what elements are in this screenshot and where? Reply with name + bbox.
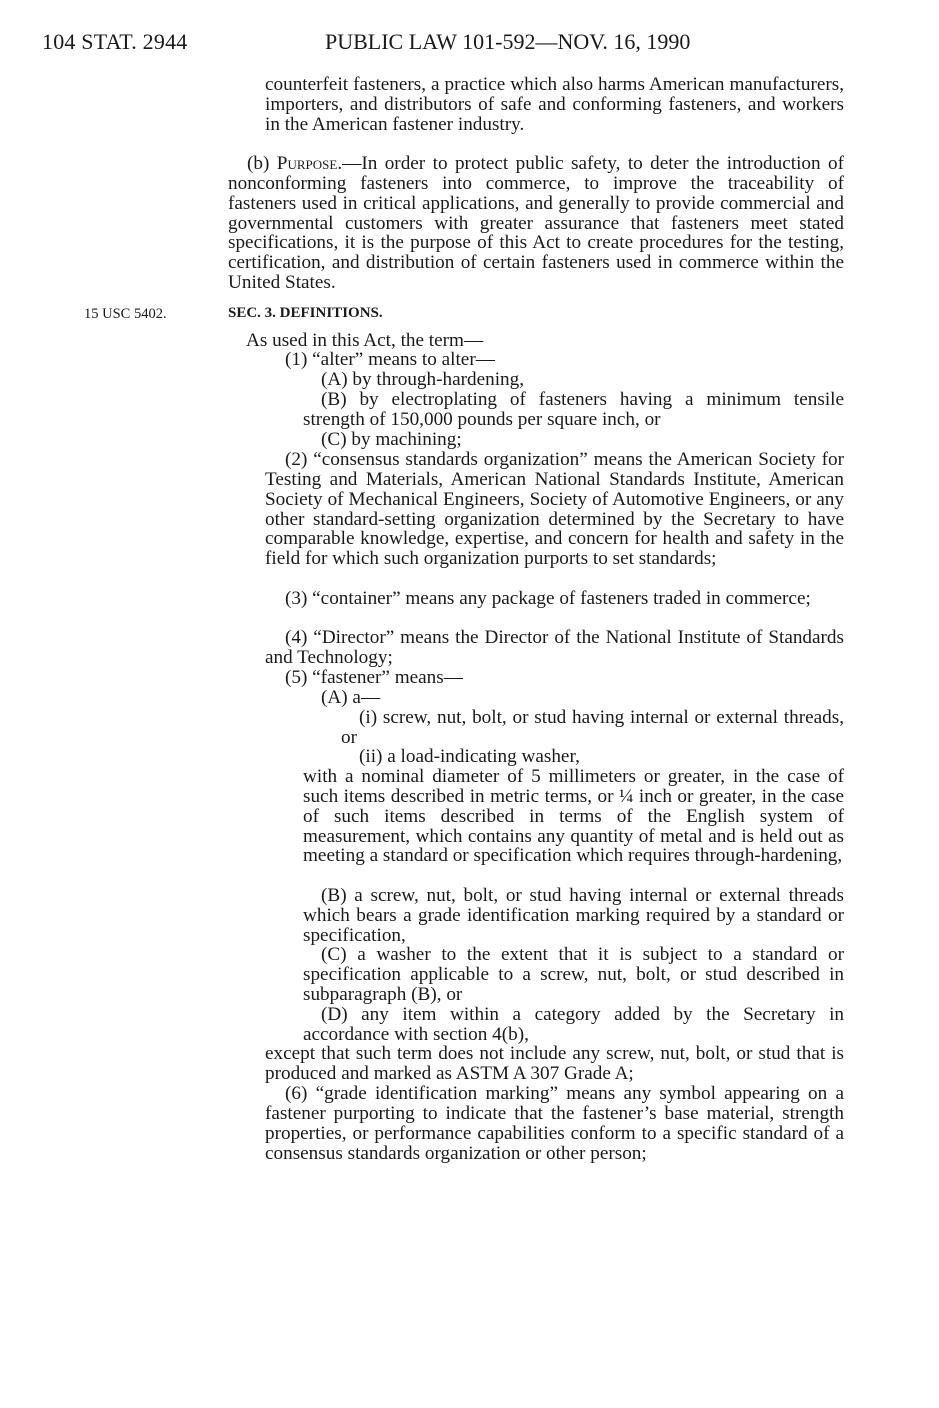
- definition-fastener-a: (A) a—: [321, 687, 381, 708]
- definitions-lead: As used in this Act, the term—: [246, 330, 484, 351]
- definition-alter-a: (A) by through-hardening,: [321, 369, 525, 390]
- purpose-prefix: (b): [247, 153, 277, 174]
- purpose-paragraph: [228, 154, 844, 293]
- intro-continuation-paragraph: counterfeit fasteners, a practice which also harms American manufacturers, importers, and distributors of safe and conforming fasteners, and workers in the American fastener industry.: [265, 74, 844, 135]
- purpose-text: .—In order to protect public safety, to deter the introduction of nonconforming fasteners into commerce, to improve the traceability of fasteners used in critical applications, and generally to provide commercial and governmental customers with greater assurance that fasteners meet stated specifications, it is the purpose of this Act to create procedures for the testing, certification, and distribution of certain fasteners used in commerce within the United States.: [228, 153, 844, 294]
- definition-fastener-d: (D) any item within a category added by the Secretary in accordance with section 4(b),: [303, 1004, 844, 1045]
- definition-container: (3) “container” means any package of fasteners traded in commerce;: [285, 588, 811, 609]
- definition-fastener-b: (B) a screw, nut, bolt, or stud having internal or external threads which bears a grade identification marking required by a standard or specification,: [303, 885, 844, 946]
- definition-alter-c: (C) by machining;: [321, 429, 462, 450]
- definition-fastener-a-ii: (ii) a load-indicating washer,: [359, 746, 580, 767]
- section-heading: SEC. 3. DEFINITIONS.: [228, 305, 383, 321]
- definition-alter: (1) “alter” means to alter—: [285, 349, 495, 370]
- definition-alter-b: (B) by electroplating of fasteners having a minimum tensile strength of 150,000 pounds per square inch, or: [303, 389, 844, 430]
- page-title: PUBLIC LAW 101-592—NOV. 16, 1990: [325, 29, 691, 54]
- definition-grade-identification-marking: (6) “grade identification marking” means any symbol appearing on a fastener purporting to indicate that the fastener’s base material, strength properties, or performance capabilities conform to a specific standard of a consensus standards organization or other person;: [265, 1083, 844, 1164]
- definition-fastener-a-i: (i) screw, nut, bolt, or stud having internal or external threads, or: [341, 707, 844, 748]
- definition-director: (4) “Director” means the Director of the National Institute of Standards and Technology;: [265, 627, 844, 668]
- definition-fastener-exception: except that such term does not include any screw, nut, bolt, or stud that is produced and marked as ASTM A 307 Grade A;: [265, 1043, 844, 1084]
- margin-citation: 15 USC 5402.: [84, 306, 167, 322]
- definition-fastener-a-tail: with a nominal diameter of 5 millimeters or greater, in the case of such items described in metric terms, or ¼ inch or greater, in the case of such items described in terms of the English system of measurement, which contains any quantity of metal and is held out as meeting a standard or specification which requires through-hardening,: [303, 766, 844, 867]
- page-reference: 104 STAT. 2944: [42, 29, 188, 54]
- purpose-heading: Purpose: [276, 153, 338, 174]
- definition-consensus-standards-organization: (2) “consensus standards organization” means the American Society for Testing and Materials, American National Standards Institute, American Society of Mechanical Engineers, Society of Automotive Engineers, or any other standard-setting organization determined by the Secretary to have comparable knowledge, expertise, and concern for health and safety in the field for which such organization purports to set standards;: [265, 449, 844, 570]
- definition-fastener: (5) “fastener” means—: [285, 667, 463, 688]
- definition-fastener-c: (C) a washer to the extent that it is subject to a standard or specification applicable to a screw, nut, bolt, or stud described in subparagraph (B), or: [303, 944, 844, 1005]
